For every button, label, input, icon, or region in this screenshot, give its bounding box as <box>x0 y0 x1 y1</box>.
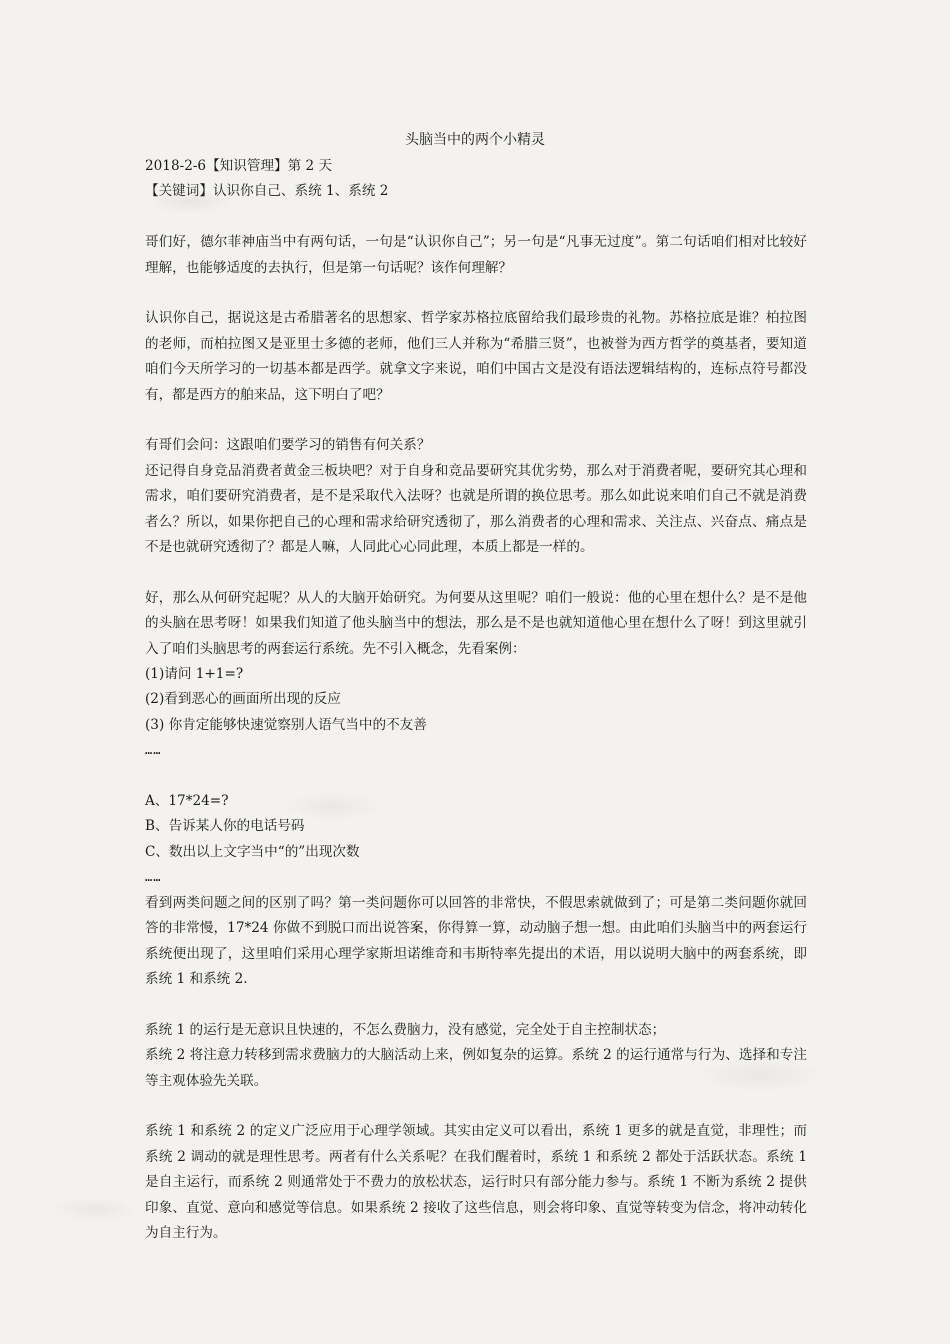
paragraph-1: 哥们好，德尔菲神庙当中有两句话，一句是“认识你自己”；另一句是“凡事无过度”。第二句话咱们相对比较好理解，也能够适度的去执行，但是第一句话呢？该作何理解？ <box>145 234 807 276</box>
paragraph-gap <box>145 1094 950 1119</box>
list2-item: A、17*24=? <box>145 793 229 810</box>
keywords-line: 【关键词】认识你自己、系统 1、系统 2 <box>145 183 389 200</box>
paragraph-gap <box>145 205 950 230</box>
paragraph-6a: 系统 1 的运行是无意识且快速的，不怎么费脑力，没有感觉，完全处于自主控制状态； <box>145 1021 666 1038</box>
ellipsis: …… <box>145 743 162 758</box>
document-title: 头脑当中的两个小精灵 <box>405 132 545 148</box>
ellipsis: …… <box>145 870 162 885</box>
list2-item: C、数出以上文字当中“的”出现次数 <box>145 843 360 860</box>
paragraph-gap <box>145 408 950 433</box>
paragraph-2: 认识你自己，据说这是古希腊著名的思想家、哲学家苏格拉底留给我们最珍贵的礼物。苏格拉底是谁？柏拉图的老师，而柏拉图又是亚里士多德的老师，他们三人并称为“希腊三贤”，也被誉为西方哲学的奠基者，要知道咱们今天所学习的一切基本都是西学。就拿文字来说，咱们中国古文是没有语法逻辑结构的，连标点符号都没有，都是西方的舶来品，这下明白了吧？ <box>145 310 807 403</box>
date-line: 2018-2-6【知识管理】第 2 天 <box>145 158 333 174</box>
list2-item: B、告诉某人你的电话号码 <box>145 818 305 835</box>
paragraph-gap <box>145 764 950 789</box>
paragraph-gap <box>145 560 950 585</box>
paragraph-5: 看到两类问题之间的区别了吗？第一类问题你可以回答的非常快，不假思索就做到了；可是第二类问题你就回答的非常慢，17*24 你做不到脱口而出说答案，你得算一算，动动脑子想一想。由此咱们头脑当中的两套运行系统便出现了，这里咱们采用心理学家斯坦诺维奇和韦斯特率先提出的术语，用以说明大脑中的两套系统，即系统 1 和系统 2. <box>145 894 807 987</box>
list1-item: (3) 你肯定能够快速觉察别人语气当中的不友善 <box>145 716 427 733</box>
paragraph-gap <box>145 992 950 1017</box>
paragraph-gap <box>145 281 950 306</box>
paragraph-3a: 有哥们会问：这跟咱们要学习的销售有何关系？ <box>145 437 431 454</box>
list1-item: (1)请问 1+1=? <box>145 666 244 683</box>
paragraph-3b: 还记得自身竞品消费者黄金三板块吧？对于自身和竞品要研究其优劣势，那么对于消费者呢，要研究其心理和需求，咱们要研究消费者，是不是采取代入法呀？也就是所谓的换位思考。那么如此说来咱们自己不就是消费者么？所以，如果你把自己的心理和需求给研究透彻了，那么消费者的心理和需求、关注点、兴奋点、痛点是不是也就研究透彻了？都是人嘛，人同此心心同此理，本质上都是一样的。 <box>145 462 807 556</box>
paragraph-4: 好，那么从何研究起呢？从人的大脑开始研究。为何要从这里呢？咱们一般说：他的心里在想什么？是不是他的头脑在思考呀！如果我们知道了他头脑当中的想法，那么是不是也就知道他心里在想什么了呀！到这里就引入了咱们头脑思考的两套运行系统。先不引入概念，先看案例： <box>145 589 807 657</box>
paragraph-7: 系统 1 和系统 2 的定义广泛应用于心理学领域。其实由定义可以看出，系统 1 更多的就是直觉，非理性；而系统 2 调动的就是理性思考。两者有什么关系呢？在我们醒着时，系统 1 和系统 2 都处于活跃状态。系统 1 是自主运行，而系统 2 则通常处于不费力的放松状态，运行时只有部分能力参与。系统 1 不断为系统 2 提供印象、直觉、意向和感觉等信息。如果系统 2 接收了这些信息，则会将印象、直觉等转变为信念，将冲动转化为自主行为。 <box>145 1123 807 1241</box>
paragraph-6b: 系统 2 将注意力转移到需求费脑力的大脑活动上来，例如复杂的运算。系统 2 的运行通常与行为、选择和专注等主观体验先关联。 <box>145 1047 807 1089</box>
list1-item: (2)看到恶心的画面所出现的反应 <box>145 691 341 708</box>
